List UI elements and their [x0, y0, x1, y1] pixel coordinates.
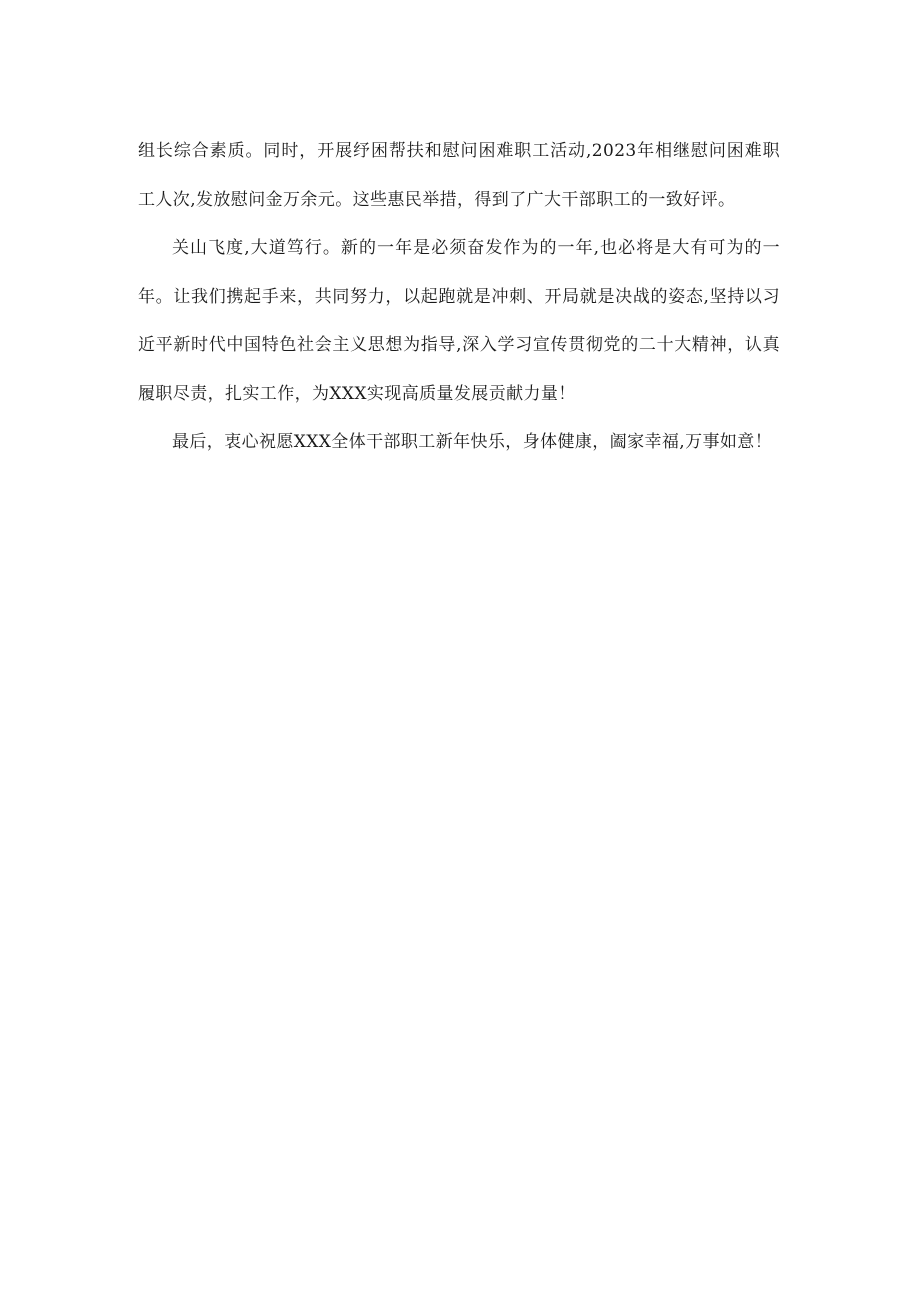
- paragraph-new-year: 关山飞度,大道笃行。新的一年是必须奋发作为的一年,也必将是大有可为的一年。让我们携起手来，共同努力，以起跑就是冲刺、开局就是决战的姿态,坚持以习近平新时代中国特色社会主义思想为指导,深入学习宣传贯彻党的二十大精神，认真履职尽责，扎实工作，为XXX实现高质量发展贡献力量！: [138, 238, 780, 404]
- paragraph-continuation: 组长综合素质。同时，开展纾困帮扶和慰问困难职工活动,2023年相继慰问困难职工人次,发放慰问金万余元。这些惠民举措，得到了广大干部职工的一致好评。: [138, 141, 780, 210]
- paragraph-closing-wishes: 最后，衷心祝愿XXX全体干部职工新年快乐，身体健康，阖家幸福,万事如意！: [172, 432, 773, 452]
- document-body: [138, 127, 780, 467]
